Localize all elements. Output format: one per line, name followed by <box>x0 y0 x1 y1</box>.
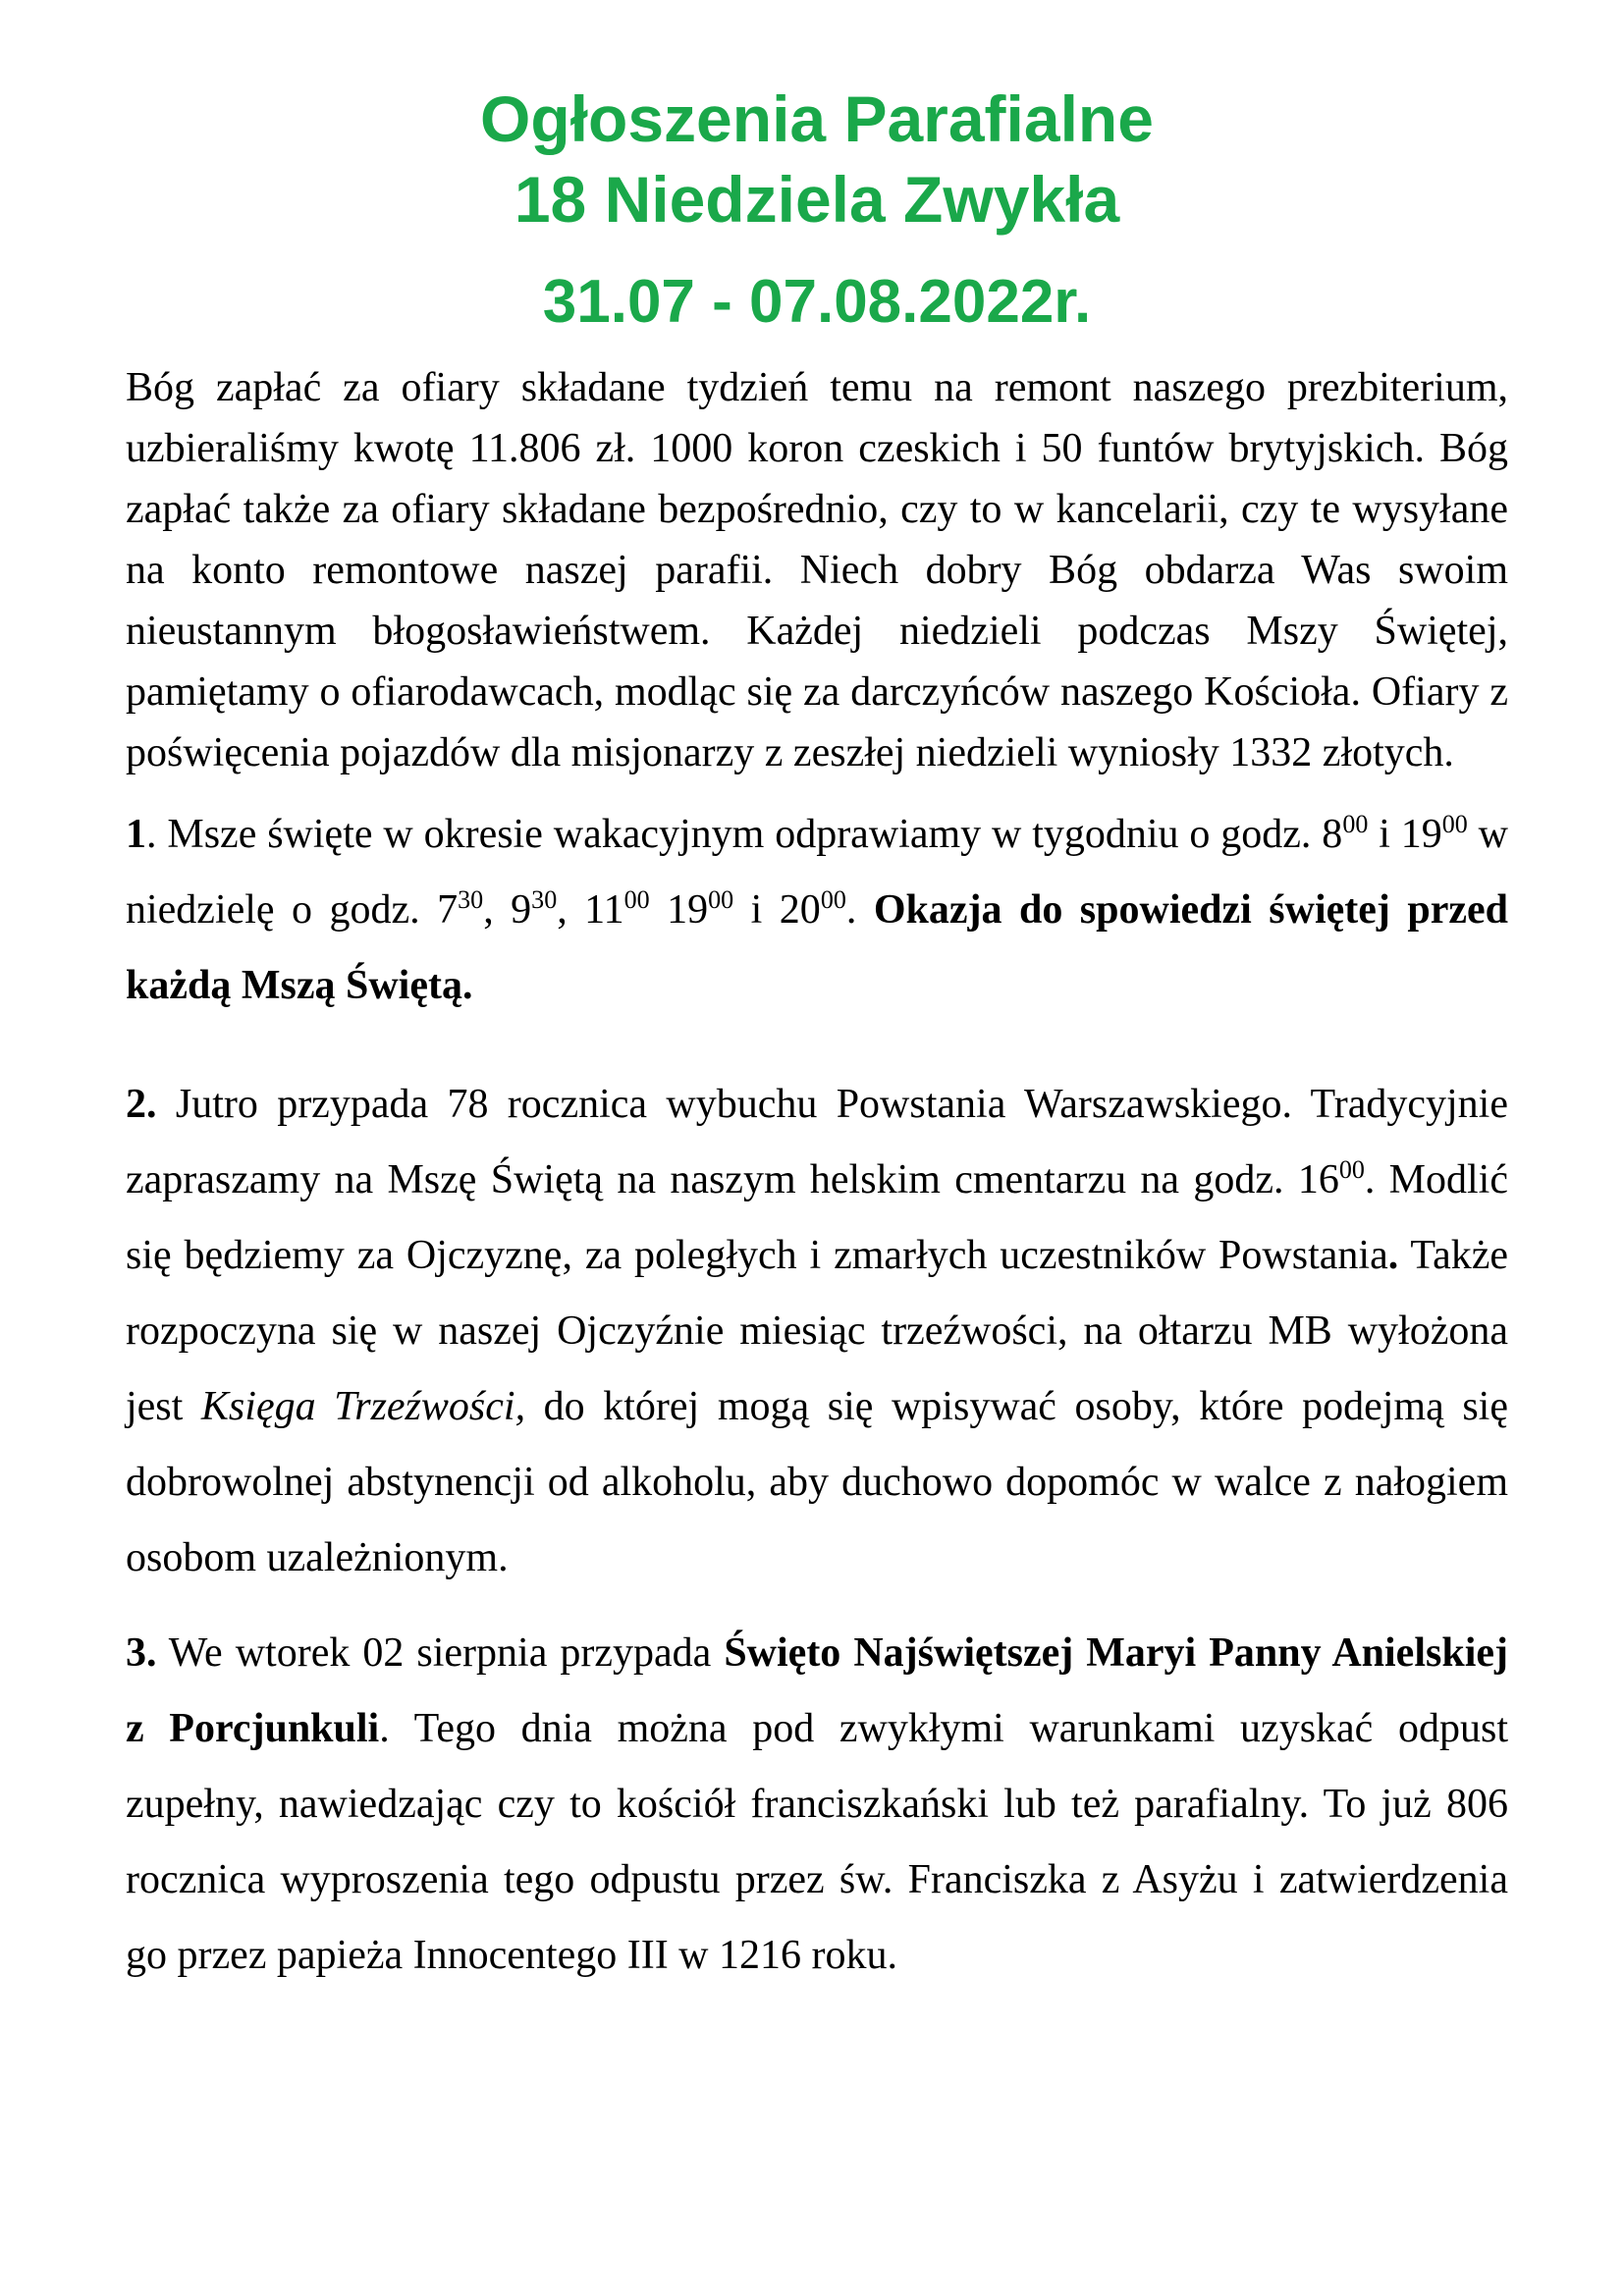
title-line-1: Ogłoszenia Parafialne <box>480 82 1154 155</box>
announcements-page <box>126 79 1508 1994</box>
announcement-2-text-d: do której mogą się wpisywać osoby, które podejmą się dobrowolnej abstynencji od alkoholu, aby duchowo dopomóc w walce z nałogiem osobom uzależnionym. <box>126 1384 1508 1580</box>
announcement-3 <box>126 1616 1508 1994</box>
feast-name: Święto Najświętszej Maryi Panny Anielskiej z Porcjunkuli <box>126 1630 1508 1751</box>
announcement-1-text-g: i 20 <box>733 887 821 933</box>
announcement-1-number: 1 <box>126 812 146 857</box>
announcement-1-text-e: , 11 <box>557 887 624 933</box>
announcement-1-text-d: , 9 <box>483 887 532 933</box>
announcement-2-text-b: . Modlić się będziemy za Ojczyznę, za poległych i zmarłych uczestników Powstania <box>126 1157 1508 1278</box>
announcement-1 <box>126 797 1508 1024</box>
time-superscript: 00 <box>1342 810 1369 838</box>
announcement-1-text-f: 19 <box>649 887 709 933</box>
bold-period: . <box>1387 1233 1399 1278</box>
announcement-3-text-a: We wtorek 02 sierpnia przypada <box>156 1630 725 1676</box>
announcement-3-text-b: . Tego dnia można pod zwykłymi warunkami uzyskać odpust zupełny, nawiedzając czy to kościół franciszkański lub też parafialny. To już 806 rocznica wyproszenia tego odpustu przez św. Franciszka z Asyżu i zatwierdzenia go przez papieża Innocentego III w 1216 roku. <box>126 1706 1508 1978</box>
announcement-2 <box>126 1067 1508 1596</box>
time-superscript: 30 <box>458 885 484 914</box>
time-superscript: 30 <box>531 885 558 914</box>
time-superscript: 00 <box>1441 810 1468 838</box>
announcement-1-text-h: . <box>845 887 874 933</box>
announcement-2-text-a: Jutro przypada 78 rocznica wybuchu Powstania Warszawskiego. Tradycyjnie zapraszamy na Mszę Świętą na naszym helskim cmentarzu na godz. 16 <box>126 1082 1508 1202</box>
confession-note: Okazja do spowiedzi świętej przed każdą Mszą Świętą. <box>126 887 1509 1008</box>
announcement-1-text-b: i 19 <box>1368 812 1442 857</box>
announcement-2-text-c: Także rozpoczyna się w naszej Ojczyźnie miesiąc trzeźwości, na ołtarzu MB wyłożona jest <box>126 1233 1508 1429</box>
title-line-2: 18 Niedziela Zwykła <box>514 163 1120 236</box>
page-title <box>126 79 1508 240</box>
announcement-1-text-c: w niedzielę o godz. 7 <box>126 812 1508 933</box>
time-superscript: 00 <box>1338 1155 1365 1184</box>
announcement-3-number: 3. <box>126 1630 157 1676</box>
intro-paragraph: Bóg zapłać za ofiary składane tydzień temu na remont naszego prezbiterium, uzbieraliśmy kwotę 11.806 zł. 1000 koron czeskich i 50 funtów brytyjskich. Bóg zapłać także za ofiary składane bezpośrednio, czy to w kancelarii, czy te wysyłane na konto remontowe naszej parafii. Niech dobry Bóg obdarza Was swoim nieustannym błogosławieństwem. Każdej niedzieli podczas Mszy Świętej, pamiętamy o ofiarodawcach, modląc się za darczyńców naszego Kościoła. Ofiary z poświęcenia pojazdów dla misjonarzy z zeszłej niedzieli wyniosły 1332 złotych. <box>126 365 1508 775</box>
announcement-1-text-a: . Msze święte w okresie wakacyjnym odprawiamy w tygodniu o godz. 8 <box>146 812 1343 857</box>
announcement-2-number: 2. <box>126 1082 157 1127</box>
time-superscript: 00 <box>623 885 650 914</box>
book-title: Księga Trzeźwości, <box>200 1384 526 1429</box>
time-superscript: 00 <box>708 885 734 914</box>
date-range: 31.07 - 07.08.2022r. <box>542 268 1092 336</box>
time-superscript: 00 <box>820 885 846 914</box>
